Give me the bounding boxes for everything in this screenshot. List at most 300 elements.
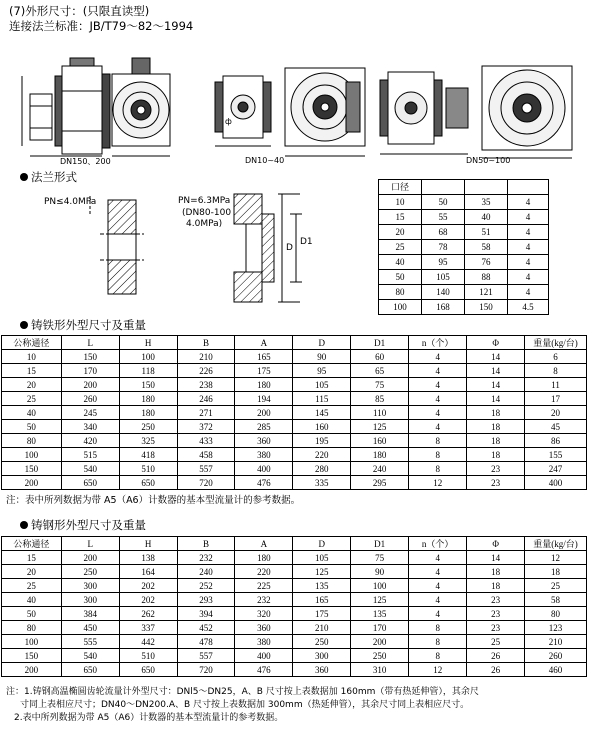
table-cell: 155 (525, 448, 587, 462)
iron-table-header (2, 336, 587, 350)
table-row (379, 300, 549, 315)
table-cell: 720 (177, 663, 235, 677)
table-cell: 4.5 (508, 300, 549, 315)
table-cell: 165 (235, 350, 293, 364)
table-cell: 90 (351, 565, 409, 579)
table-cell: 202 (119, 593, 177, 607)
table-cell: 6 (525, 350, 587, 364)
table-cell: 80 (2, 434, 62, 448)
table-cell: 15 (2, 364, 62, 378)
table-cell: 4 (508, 255, 549, 270)
table-cell: 18 (467, 420, 525, 434)
table-cell: 125 (351, 420, 409, 434)
d-label: D (286, 243, 293, 253)
table-cell: 450 (61, 621, 119, 635)
table-cell: 293 (177, 593, 235, 607)
table-cell: 557 (177, 649, 235, 663)
table-cell: 200 (61, 551, 119, 565)
table-cell: 175 (293, 607, 351, 621)
table-cell: 50 (2, 607, 62, 621)
table-cell: 180 (235, 378, 293, 392)
table-cell: 18 (525, 565, 587, 579)
table-cell: 460 (525, 663, 587, 677)
table-cell: 442 (119, 635, 177, 649)
table-cell: 4 (409, 607, 467, 621)
table-cell: 262 (119, 607, 177, 621)
table-cell: 200 (61, 378, 119, 392)
table-row (2, 420, 587, 434)
table-row (2, 663, 587, 677)
table-cell: 14 (467, 392, 525, 406)
table-row (379, 240, 549, 255)
table-row (2, 476, 587, 490)
table-cell: 25 (525, 579, 587, 593)
table-cell: 25 (467, 635, 525, 649)
table-cell: 168 (422, 300, 465, 315)
table-cell: 400 (525, 476, 587, 490)
table-cell: 105 (422, 270, 465, 285)
table-row (2, 364, 587, 378)
table-cell: 12 (525, 551, 587, 565)
table-cell: 540 (61, 649, 119, 663)
table-cell: 650 (119, 476, 177, 490)
table-cell: 10 (2, 350, 62, 364)
table-header-cell: 公称通径 (2, 336, 62, 350)
table-cell: 280 (293, 462, 351, 476)
flange-th-n (508, 180, 549, 195)
table-header-cell: n（个） (409, 537, 467, 551)
table-row (2, 579, 587, 593)
table-cell: 300 (293, 649, 351, 663)
table-cell: 20 (525, 406, 587, 420)
table-cell: 180 (235, 551, 293, 565)
table-cell: 23 (467, 462, 525, 476)
table-row (2, 406, 587, 420)
table-cell: 250 (119, 420, 177, 434)
table-cell: 540 (61, 462, 119, 476)
table-header-cell: A (235, 336, 293, 350)
table-cell: 20 (2, 565, 62, 579)
iron-section-title (20, 317, 146, 333)
table-cell: 95 (422, 255, 465, 270)
table-header-cell: D1 (351, 336, 409, 350)
table-cell: 138 (119, 551, 177, 565)
table-cell: 220 (235, 565, 293, 579)
table-cell: 125 (351, 593, 409, 607)
table-cell: 4 (409, 551, 467, 565)
table-cell: 8 (409, 434, 467, 448)
table-cell: 18 (467, 565, 525, 579)
flange-section-title (20, 169, 77, 185)
table-cell: 250 (351, 649, 409, 663)
table-cell: 150 (2, 649, 62, 663)
iron-table (1, 335, 587, 490)
table-row (2, 448, 587, 462)
table-cell: 510 (119, 649, 177, 663)
table-header-cell: n（个） (409, 336, 467, 350)
table-cell: 4 (409, 593, 467, 607)
table-cell: 26 (467, 649, 525, 663)
steel-note-1a: 注：1.铸钢高温椭圆齿轮流量计外型尺寸：DNl5～DN25，A、B 尺寸按上表数据加 160mm（带有热延伸管），其余尺 (6, 687, 479, 697)
table-cell: 50 (379, 270, 422, 285)
table-header-cell: H (119, 537, 177, 551)
table-header-cell: D (293, 336, 351, 350)
table-header-cell: 重量(kg/台) (525, 537, 587, 551)
table-cell: 90 (293, 350, 351, 364)
table-cell: 164 (119, 565, 177, 579)
table-cell: 25 (2, 579, 62, 593)
table-cell: 100 (379, 300, 422, 315)
table-cell: 100 (2, 448, 62, 462)
table-cell: 75 (351, 378, 409, 392)
table-cell: 250 (293, 635, 351, 649)
table-header-cell: Φ (467, 537, 525, 551)
table-row (379, 225, 549, 240)
table-cell: 515 (61, 448, 119, 462)
table-cell: 300 (61, 579, 119, 593)
table-row (379, 210, 549, 225)
table-cell: 8 (409, 462, 467, 476)
table-row (2, 607, 587, 621)
table-cell: 285 (235, 420, 293, 434)
table-cell: 4 (508, 285, 549, 300)
table-cell: 65 (351, 364, 409, 378)
table-cell: 75 (351, 551, 409, 565)
table-cell: 433 (177, 434, 235, 448)
steel-note-2: 2.表中所列数据为带 A5（A6）计数器的基本型流量计的参考数据。 (14, 713, 284, 723)
bullet-icon (20, 173, 28, 181)
table-cell: 170 (351, 621, 409, 635)
flange-table (378, 179, 549, 315)
table-cell: 260 (61, 392, 119, 406)
table-cell: 123 (525, 621, 587, 635)
flange-right-label-2: (DN80-100 (182, 208, 232, 218)
table-cell: 650 (61, 663, 119, 677)
table-cell: 180 (119, 392, 177, 406)
table-header-cell: A (235, 537, 293, 551)
table-cell: 150 (119, 378, 177, 392)
table-cell: 20 (2, 378, 62, 392)
table-cell: 17 (525, 392, 587, 406)
table-cell: 80 (525, 607, 587, 621)
table-cell: 252 (177, 579, 235, 593)
table-cell: 225 (235, 579, 293, 593)
caption-dn150-200: DN150、200 (60, 157, 111, 166)
table-cell: 246 (177, 392, 235, 406)
flange-standard: 连接法兰标准：JB/T79～82～1994 (9, 19, 194, 33)
table-cell: 4 (508, 195, 549, 210)
table-cell: 25 (2, 392, 62, 406)
table-cell: 23 (467, 593, 525, 607)
table-header-cell: 公称通径 (2, 537, 62, 551)
table-cell: 4 (508, 225, 549, 240)
table-cell: 150 (465, 300, 508, 315)
table-header-cell: B (177, 537, 235, 551)
table-cell: 76 (465, 255, 508, 270)
caption-dn10-40: DN10~40 (245, 156, 285, 165)
table-cell: 650 (119, 663, 177, 677)
drawing-dn10-40 (215, 68, 365, 156)
table-row (2, 635, 587, 649)
table-cell: 202 (119, 579, 177, 593)
table-cell: 80 (2, 621, 62, 635)
table-cell: 4 (409, 420, 467, 434)
table-cell: 295 (351, 476, 409, 490)
table-cell: 26 (467, 663, 525, 677)
table-cell: 125 (293, 565, 351, 579)
table-cell: 85 (351, 392, 409, 406)
table-row (2, 462, 587, 476)
table-cell: 8 (525, 364, 587, 378)
table-cell: 4 (409, 565, 467, 579)
table-cell: 20 (379, 225, 422, 240)
table-cell: 400 (235, 649, 293, 663)
table-cell: 4 (508, 240, 549, 255)
table-cell: 8 (409, 635, 467, 649)
table-cell: 150 (61, 350, 119, 364)
table-cell: 232 (177, 551, 235, 565)
flange-left-label: PN≤4.0MPa (44, 197, 97, 207)
table-cell: 476 (235, 663, 293, 677)
table-cell: 555 (61, 635, 119, 649)
table-cell: 23 (467, 621, 525, 635)
table-cell: 160 (351, 434, 409, 448)
table-row (379, 195, 549, 210)
table-cell: 337 (119, 621, 177, 635)
iron-title-text: 铸铁形外型尺寸及重量 (31, 318, 146, 332)
table-cell: 145 (293, 406, 351, 420)
table-cell: 15 (379, 210, 422, 225)
drawing-dn150-200 (22, 58, 170, 156)
table-cell: 200 (235, 406, 293, 420)
table-row (2, 621, 587, 635)
table-cell: 23 (467, 476, 525, 490)
table-cell: 335 (293, 476, 351, 490)
table-cell: 200 (2, 476, 62, 490)
table-cell: 418 (119, 448, 177, 462)
flange-right-label-1: PN=6.3MPa (178, 196, 231, 206)
table-cell: 372 (177, 420, 235, 434)
table-cell: 121 (465, 285, 508, 300)
flange-th-d1 (465, 180, 508, 195)
table-cell: 100 (119, 350, 177, 364)
table-row (2, 565, 587, 579)
table-cell: 260 (525, 649, 587, 663)
table-header-cell: Φ (467, 336, 525, 350)
table-cell: 8 (409, 649, 467, 663)
table-cell: 360 (235, 621, 293, 635)
flange-title-text: 法兰形式 (31, 170, 77, 184)
table-cell: 194 (235, 392, 293, 406)
table-cell: 58 (525, 593, 587, 607)
table-cell: 4 (508, 210, 549, 225)
table-cell: 510 (119, 462, 177, 476)
table-cell: 140 (422, 285, 465, 300)
bullet-icon (20, 321, 28, 329)
table-cell: 4 (409, 406, 467, 420)
table-cell: 384 (61, 607, 119, 621)
flange-right-label-3: 4.0MPa) (186, 219, 223, 229)
table-cell: 400 (235, 462, 293, 476)
table-cell: 100 (2, 635, 62, 649)
table-cell: 80 (379, 285, 422, 300)
table-cell: 360 (293, 663, 351, 677)
table-cell: 271 (177, 406, 235, 420)
steel-note-1b: 寸同上表相应尺寸；DN40～DN200.A、B 尺寸按上表数据加 300mm（热延伸管），其余尺寸同上表相应尺寸。 (20, 700, 470, 710)
table-header-cell: L (61, 336, 119, 350)
table-cell: 45 (525, 420, 587, 434)
table-cell: 300 (61, 593, 119, 607)
table-cell: 18 (467, 434, 525, 448)
table-cell: 110 (351, 406, 409, 420)
table-row (2, 378, 587, 392)
table-cell: 86 (525, 434, 587, 448)
table-cell: 458 (177, 448, 235, 462)
table-cell: 452 (177, 621, 235, 635)
table-cell: 247 (525, 462, 587, 476)
table-cell: 310 (351, 663, 409, 677)
table-cell: 14 (467, 364, 525, 378)
table-cell: 4 (409, 392, 467, 406)
table-cell: 380 (235, 635, 293, 649)
table-cell: 160 (293, 420, 351, 434)
d1-label: D1 (300, 237, 313, 247)
table-cell: 40 (2, 406, 62, 420)
table-cell: 23 (467, 607, 525, 621)
steel-title-text: 铸钢形外型尺寸及重量 (31, 518, 146, 532)
bullet-icon (20, 521, 28, 529)
table-cell: 720 (177, 476, 235, 490)
table-cell: 200 (2, 663, 62, 677)
table-cell: 240 (351, 462, 409, 476)
table-cell: 40 (465, 210, 508, 225)
table-cell: 18 (467, 406, 525, 420)
table-cell: 55 (422, 210, 465, 225)
table-cell: 95 (293, 364, 351, 378)
table-cell: 210 (525, 635, 587, 649)
table-cell: 88 (465, 270, 508, 285)
table-cell: 250 (61, 565, 119, 579)
table-cell: 58 (465, 240, 508, 255)
table-cell: 25 (379, 240, 422, 255)
table-row (379, 285, 549, 300)
table-cell: 200 (351, 635, 409, 649)
table-cell: 12 (409, 476, 467, 490)
table-cell: 8 (409, 448, 467, 462)
table-header-cell: H (119, 336, 177, 350)
table-row (2, 434, 587, 448)
steel-table-header (2, 537, 587, 551)
table-cell: 650 (61, 476, 119, 490)
table-header-cell: 重量(kg/台) (525, 336, 587, 350)
table-cell: 170 (61, 364, 119, 378)
table-cell: 360 (235, 434, 293, 448)
table-cell: 210 (293, 621, 351, 635)
table-cell: 18 (467, 448, 525, 462)
phi-label: ф (225, 117, 232, 126)
table-row (379, 255, 549, 270)
table-cell: 11 (525, 378, 587, 392)
table-cell: 325 (119, 434, 177, 448)
table-cell: 50 (422, 195, 465, 210)
table-cell: 180 (351, 448, 409, 462)
steel-section-title (20, 517, 146, 533)
table-cell: 380 (235, 448, 293, 462)
table-cell: 100 (351, 579, 409, 593)
table-header-cell: B (177, 336, 235, 350)
table-cell: 226 (177, 364, 235, 378)
flange-th-d (422, 180, 465, 195)
table-cell: 210 (177, 350, 235, 364)
table-row (379, 270, 549, 285)
table-cell: 240 (177, 565, 235, 579)
table-cell: 238 (177, 378, 235, 392)
table-cell: 557 (177, 462, 235, 476)
table-cell: 4 (409, 350, 467, 364)
table-cell: 135 (293, 579, 351, 593)
table-cell: 35 (465, 195, 508, 210)
table-cell: 115 (293, 392, 351, 406)
table-cell: 420 (61, 434, 119, 448)
table-cell: 78 (422, 240, 465, 255)
table-cell: 165 (293, 593, 351, 607)
steel-table (1, 536, 587, 677)
table-cell: 4 (409, 579, 467, 593)
table-cell: 340 (61, 420, 119, 434)
flange-pn40 (90, 196, 144, 294)
table-cell: 478 (177, 635, 235, 649)
table-cell: 118 (119, 364, 177, 378)
table-row (2, 350, 587, 364)
table-row (2, 593, 587, 607)
table-cell: 150 (2, 462, 62, 476)
table-cell: 50 (2, 420, 62, 434)
table-cell: 51 (465, 225, 508, 240)
table-row (2, 551, 587, 565)
table-cell: 40 (379, 255, 422, 270)
table-cell: 68 (422, 225, 465, 240)
flange-th-caliber: 口径 (379, 180, 422, 195)
table-cell: 220 (293, 448, 351, 462)
table-cell: 245 (61, 406, 119, 420)
flange-drawings (0, 186, 370, 316)
table-cell: 4 (508, 270, 549, 285)
table-cell: 232 (235, 593, 293, 607)
table-cell: 14 (467, 551, 525, 565)
table-cell: 195 (293, 434, 351, 448)
table-row (2, 649, 587, 663)
table-cell: 18 (467, 579, 525, 593)
table-cell: 394 (177, 607, 235, 621)
table-cell: 175 (235, 364, 293, 378)
caption-dn50-100: DN50~100 (466, 156, 511, 165)
table-header-cell: D1 (351, 537, 409, 551)
table-cell: 8 (409, 621, 467, 635)
table-cell: 105 (293, 378, 351, 392)
table-header-cell: D (293, 537, 351, 551)
table-header-cell: L (61, 537, 119, 551)
table-cell: 14 (467, 378, 525, 392)
table-cell: 60 (351, 350, 409, 364)
table-cell: 320 (235, 607, 293, 621)
drawing-dn50-100 (380, 66, 572, 158)
table-cell: 180 (119, 406, 177, 420)
table-cell: 14 (467, 350, 525, 364)
table-cell: 15 (2, 551, 62, 565)
table-row (2, 392, 587, 406)
outline-drawings (0, 36, 593, 166)
table-cell: 10 (379, 195, 422, 210)
